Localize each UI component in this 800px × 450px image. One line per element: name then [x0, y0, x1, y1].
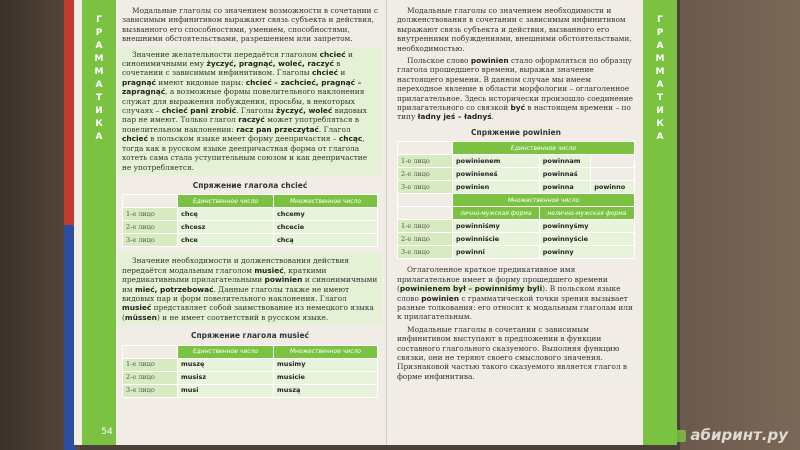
table-row: 2-е лицо powinieneś powinnaś [398, 168, 635, 181]
table-musiec-title: Спряжение глагола musieć [191, 331, 309, 341]
table-row: 1-е лицо powinniśmy powinnyśmy [398, 220, 635, 233]
section-title-letter: М [94, 54, 104, 64]
intro-paragraph: Модальные глаголы со значением необходимости и долженствования в сочетании с зависимым инфинитивом выражают связь субъекта и действия, вызванного его внутренними побуждениями, внешними обстоятельствами, необходимостью. [397, 6, 632, 53]
section-title-letter: А [95, 132, 103, 142]
section-title-letter: М [94, 67, 104, 77]
table-row: 3-е лицо chce chcą [123, 234, 378, 247]
powinien-paragraph: Польское слово powinien стало оформляться по образцу глагола прошедшего времени, выражая значение настоящего времени. В данном случае мы имеем переходное явление в области морфологии – оглаголенное прилагательное. Здесь исторически произошло соединение прилагательного со связкой być в настоящем времени – по типу ładny jeś – ładnyś. [397, 56, 634, 122]
table-row: 3-е лицо powinien powinna powinno [398, 181, 635, 194]
section-title-letter: А [656, 41, 664, 51]
intro-paragraph: Модальные глаголы со значением возможности в сочетании с зависимым инфинитивом выражают связь субъекта и действия, вызванного его способностями, умением, способностями, внешними обстоятельствами, разрешением или запретом. [122, 6, 378, 44]
section-title-letter: А [656, 80, 664, 90]
table-powinien-title: Спряжение powinien [471, 127, 561, 137]
section-title-letter: К [656, 119, 664, 129]
desk-background-right [680, 0, 800, 450]
section-title-letter: А [95, 41, 103, 51]
table-row: 2-е лицо musisz musicie [123, 371, 378, 384]
final-paragraph: Модальные глаголы в сочетании с зависимым инфинитивом выступают в предложении в функции составного глагольного сказуемого. Выполняя функцию связки, они не теряют своего смыслового значения. Признаковой частью такого сказуемого является глагол в форме инфинитива. [397, 324, 628, 381]
table-row: 3-е лицо musi muszą [123, 384, 378, 397]
table-row: 2-е лицо chcesz chcecie [123, 221, 378, 234]
closing-paragraph: Оглаголенное краткое предикативное имя прилагательное имеет и форму прошедшего времени (powinienem był – powinniśmy byli). В польском языке слово powinien с грамматической точки зрения вызывает разные толкования: его относят к модальным глаголам или к прилагательным. [397, 265, 633, 322]
section-title-letter: Р [656, 28, 664, 38]
left-page [74, 0, 387, 445]
table-header: Единственное число [178, 345, 274, 358]
section-title-vertical [643, 14, 677, 144]
right-page-content [397, 6, 635, 384]
section-title-letter: К [95, 119, 103, 129]
table-row: 1-е лицо muszę musimy [123, 358, 378, 371]
table-powinien [397, 141, 635, 259]
table-header: Множественное число [273, 195, 377, 208]
section-title-letter: Г [96, 15, 102, 25]
section-band [643, 0, 677, 445]
table-header: Единственное число [178, 195, 274, 208]
table-row: 1-е лицо chcę chcemy [123, 208, 378, 221]
section-title-letter: А [656, 132, 664, 142]
table-chciec-title: Спряжение глагола chcieć [192, 180, 308, 190]
table-row: 1-е лицо powinienem powinnam [398, 155, 635, 168]
section-title-letter: Т [95, 93, 103, 103]
section-title-letter: М [655, 54, 665, 64]
section-title-letter: Г [657, 15, 663, 25]
section-title-letter: Т [656, 93, 664, 103]
section-title-letter: Р [95, 28, 103, 38]
section-title-vertical [82, 14, 116, 144]
table-header: Множественное число [453, 194, 635, 207]
right-page [387, 0, 677, 445]
table-musiec [122, 345, 378, 398]
section-title-letter: И [656, 106, 664, 116]
table-row: 2-е лицо powinniście powinnyście [398, 233, 635, 246]
section-title-letter: А [95, 80, 103, 90]
labirint-logo-icon [674, 430, 686, 442]
table-subheader: лично-мужская форма [453, 207, 540, 220]
table-chciec [122, 194, 378, 247]
section-title-letter: М [655, 67, 665, 77]
necessity-paragraph: Значение необходимости и долженствования действия передаётся модальным глаголом musieć, краткими предикативными прилагательными powinien и синонимичными им mieć, potrzebować. Данные глаголы также не имеют видовых пар и форм повелительного наклонения. Глагол musieć представляет собой заимствование из немецкого языка (müssen) и не имеет соответствий в русском языке. [118, 253, 382, 325]
page-number: 54 [101, 427, 113, 437]
table-subheader: нелично-мужская форма [539, 207, 634, 220]
desire-paragraph: Значение желательности передаётся глаголом chcieć и синонимичными ему życzyć, pragnąć, woleć, raczyć в сочетании с зависимым инфинитивом. Глаголы chcieć и pragnąć имеют видовые пары: chcieć – zachcieć, pragnąć – zapragnąć, а возможные формы повелительного наклонения служат для выражения побуждения, просьбы, в некоторых случаях – chcieć pani zrobić. Глаголы życzyć, woleć видовых пар не имеют. Только глагол raczyć может употребляться в повелительном наклонении: racz pan przeczytać. Глагол chcieć в польском языке имеет форму деепричастия – chcąc, тогда как в русском языке деепричастная форма от глагола хотеть сама стала уступительным союзом и как деепричастие не употребляется. [118, 47, 382, 175]
section-title-letter: И [95, 106, 103, 116]
table-header: Множественное число [273, 345, 377, 358]
table-header: Единственное число [453, 142, 635, 155]
section-band [82, 0, 116, 445]
table-row: 3-е лицо powinni powinny [398, 246, 635, 259]
watermark: абиринт.ру [674, 426, 788, 444]
left-page-content [122, 6, 378, 404]
